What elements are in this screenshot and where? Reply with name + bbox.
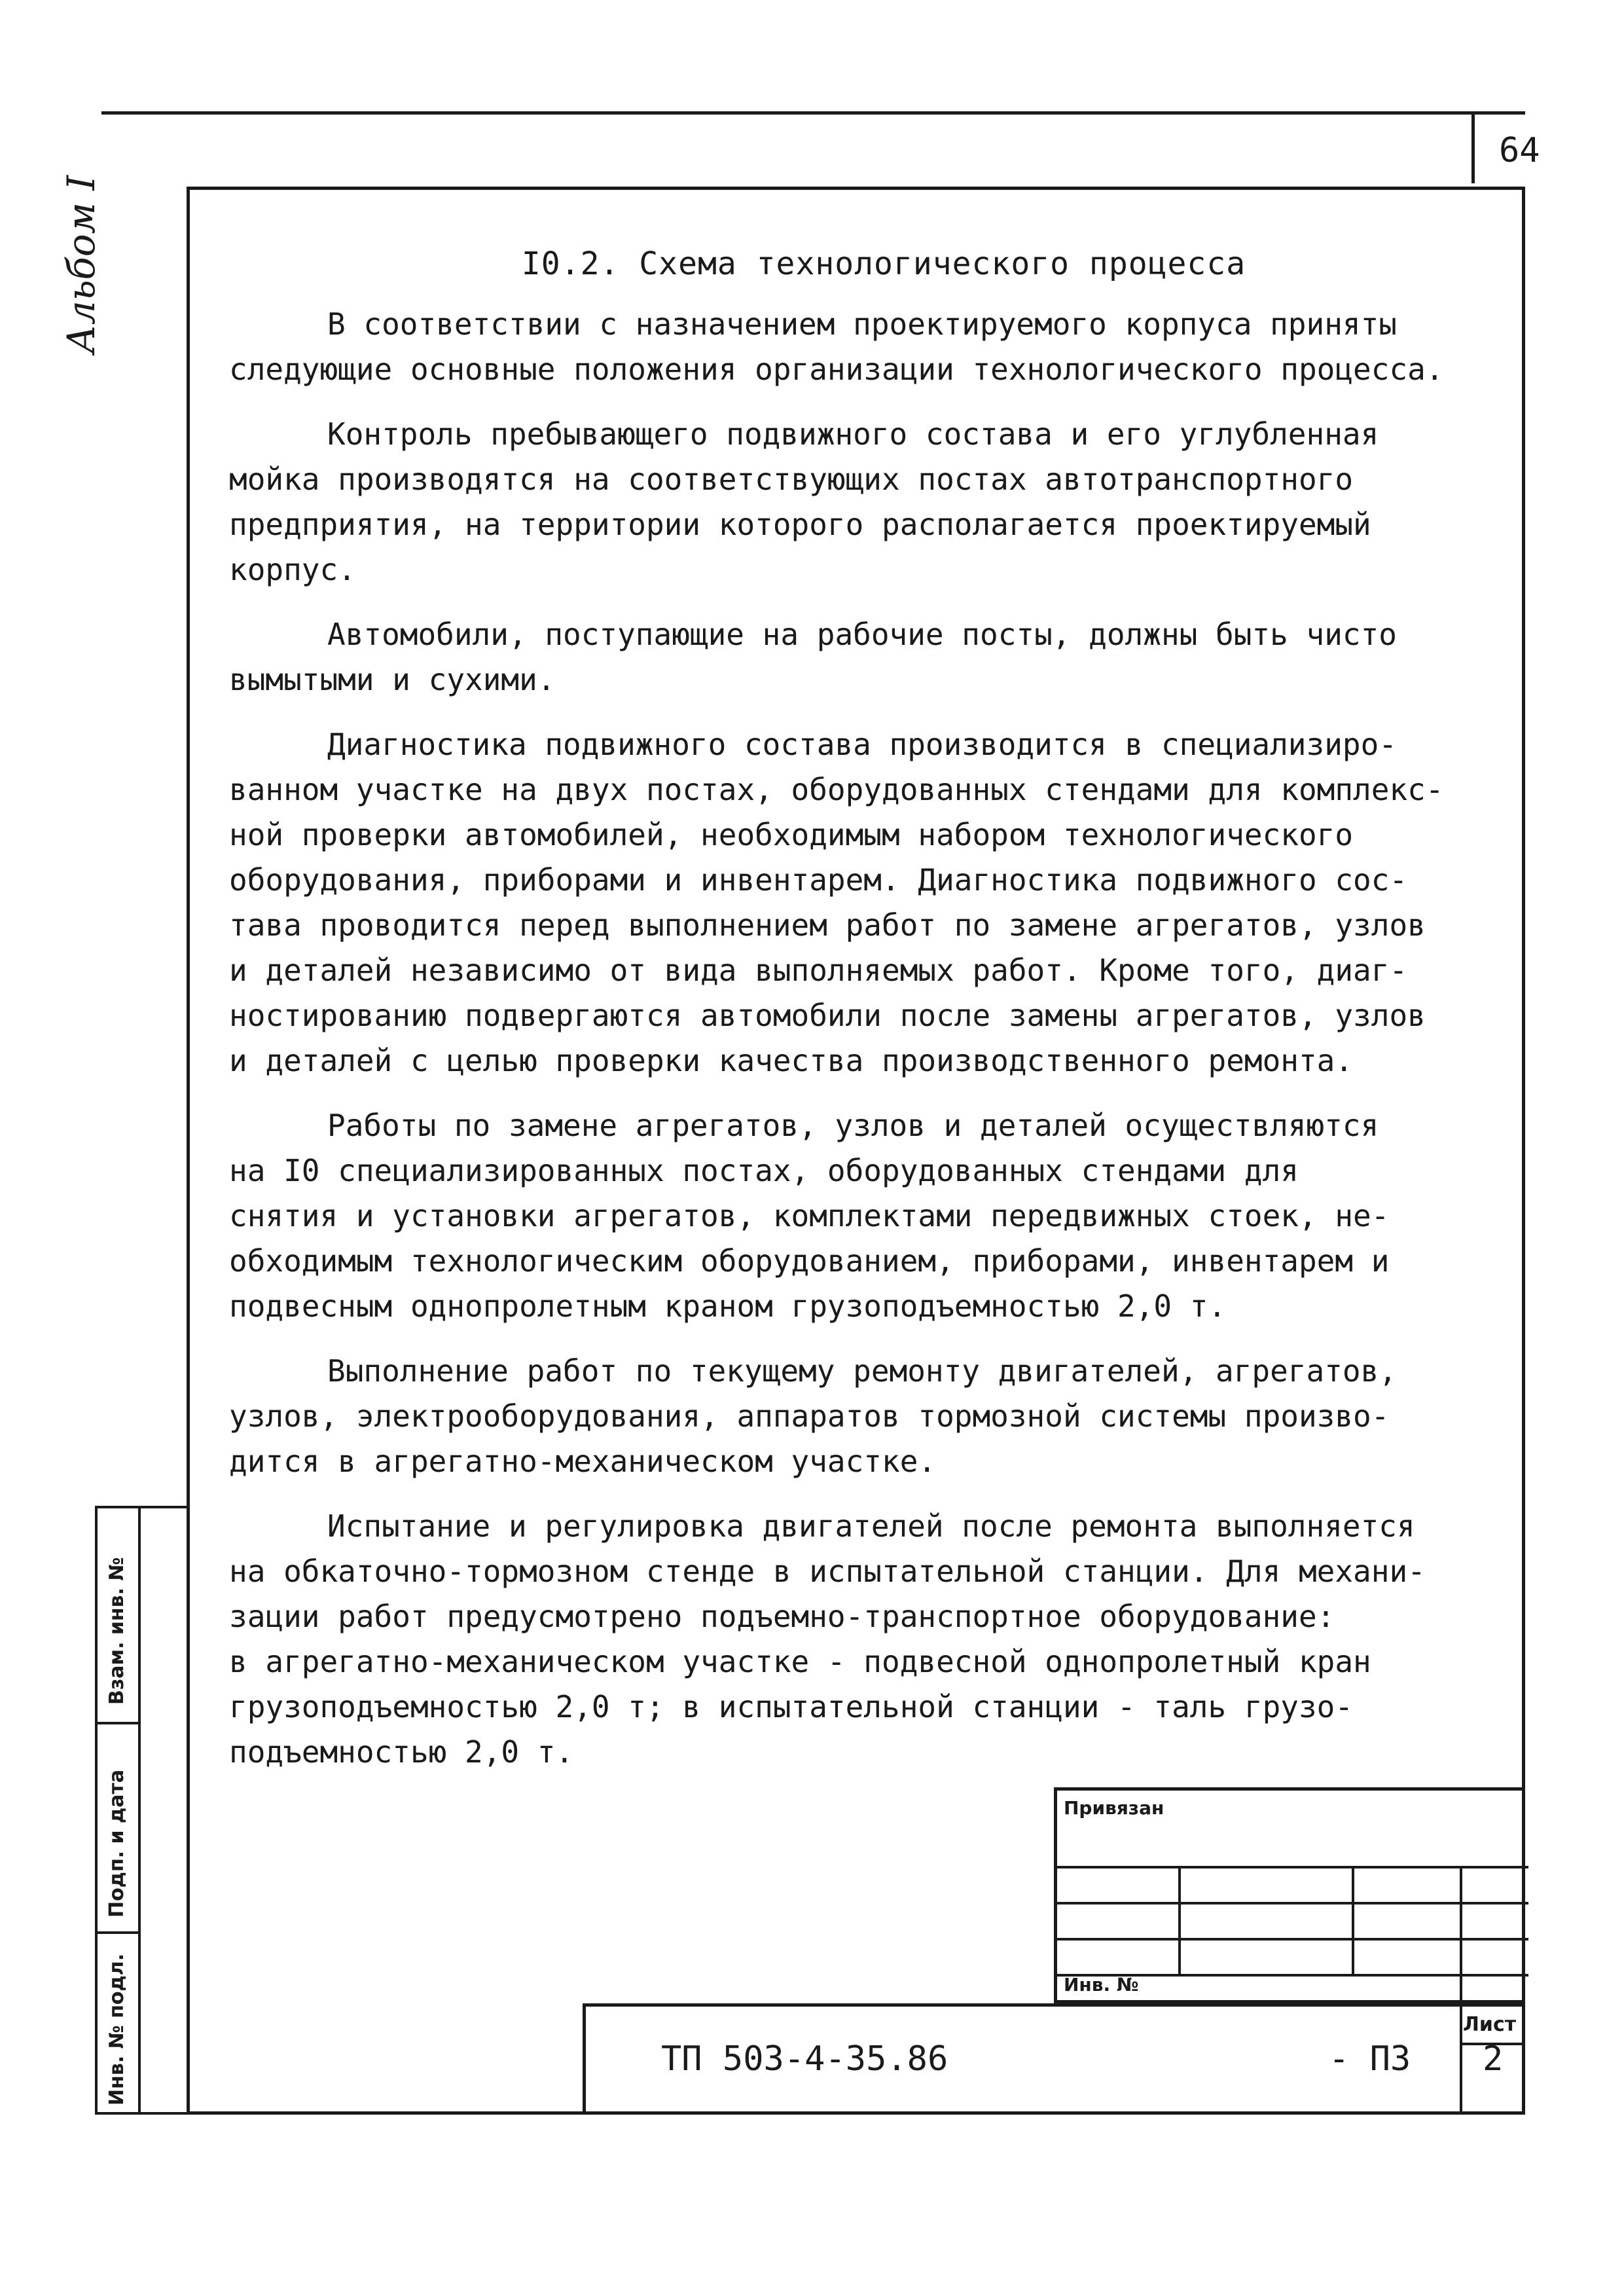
grid-line <box>1057 1938 1528 1941</box>
grid-line <box>1178 1866 1181 1974</box>
stamp-label-replace-inv: Взам. инв. № <box>105 1557 128 1705</box>
page-number: 64 <box>1499 131 1540 170</box>
paragraph: Выполнение работ по текущему ремонту двигателей, агрегатов, узлов, электрооборудования, аппаратов тормозной системы произво- дится в агрегатно-механическом участке. <box>229 1353 1397 1479</box>
stamp-cell-inv-original <box>98 1934 138 2115</box>
stamp-label-inv-original: Инв. № подл. <box>105 1953 128 2105</box>
grid-line <box>1057 1902 1528 1904</box>
grid-line <box>1460 1866 1462 2003</box>
document-code: ТП 503-4-35.86 <box>661 2039 948 2079</box>
page-number-divider <box>1471 111 1475 183</box>
sheet-number: 2 <box>1483 2039 1504 2079</box>
document-body <box>229 246 1512 1795</box>
stamp-divider <box>138 1508 141 2112</box>
document-suffix: - ПЗ <box>1329 2039 1411 2079</box>
bound-label: Привязан <box>1064 1797 1164 1819</box>
top-rule <box>101 111 1525 115</box>
stamp-label-sign-date: Подп. и дата <box>105 1769 128 1918</box>
paragraph: Автомобили, поступающие на рабочие посты, должны быть чисто вымытыми и сухими. <box>229 617 1397 697</box>
paragraph: Диагностика подвижного состава производится в специализиро- ванном участке на двух постах, оборудованных стендами для комплекс- ной проверки автомобилей, необходимым набором технологического оборудования, приборами и инвентарем. Диагностика подвижного сос- тава проводится перед выполнением работ по замене агрегатов, узлов и деталей независимо от вида выполняемых работ. Кроме того, диаг- ностированию подвергаются автомобили после замены агрегатов, узлов и деталей с целью проверки качества производственного ремонта. <box>229 727 1444 1078</box>
grid-line <box>1352 1866 1354 1974</box>
stamp-cell-sign-date <box>98 1724 138 1934</box>
binding-stamp-strip <box>95 1506 187 2115</box>
stamp-cell-replace-inv <box>98 1508 138 1724</box>
sheet-label: Лист <box>1463 2013 1517 2036</box>
grid-line <box>1460 2007 1462 2115</box>
paragraph: Контроль пребывающего подвижного состава и его углубленная мойка производятся на соответствующих постах автотранспортного предприятия, на территории которого располагается проектируемый корпус. <box>229 416 1379 587</box>
paragraph: Испытание и регулировка двигателей после ремонта выполняется на обкаточно-тормозном стенде в испытательной станции. Для механи- зации работ предусмотрено подъемно-транспортное оборудование: в агрегатно-механическом участке - подвесной однопролетный кран грузоподъемностью 2,0 т; в испытательной станции - таль грузо- подъемностью 2,0 т. <box>229 1508 1426 1770</box>
section-title: I0.2. Схема технологического процесса <box>521 246 1246 282</box>
inv-label: Инв. № <box>1064 1974 1139 1995</box>
grid-line <box>1057 1866 1528 1868</box>
paragraph: В соответствии с назначением проектируемого корпуса приняты следующие основные положения организации технологического процесса. <box>229 306 1444 387</box>
album-label: Альбом I <box>59 175 103 354</box>
binding-block <box>1054 1787 1525 2003</box>
paragraph: Работы по замене агрегатов, узлов и деталей осуществляются на I0 специализированных постах, оборудованных стендами для снятия и установки агрегатов, комплектами передвижных стоек, не- обходимым технологическим оборудованием, приборами, инвентарем и подвесным однопролетным краном грузоподъемностью 2,0 т. <box>229 1108 1390 1324</box>
